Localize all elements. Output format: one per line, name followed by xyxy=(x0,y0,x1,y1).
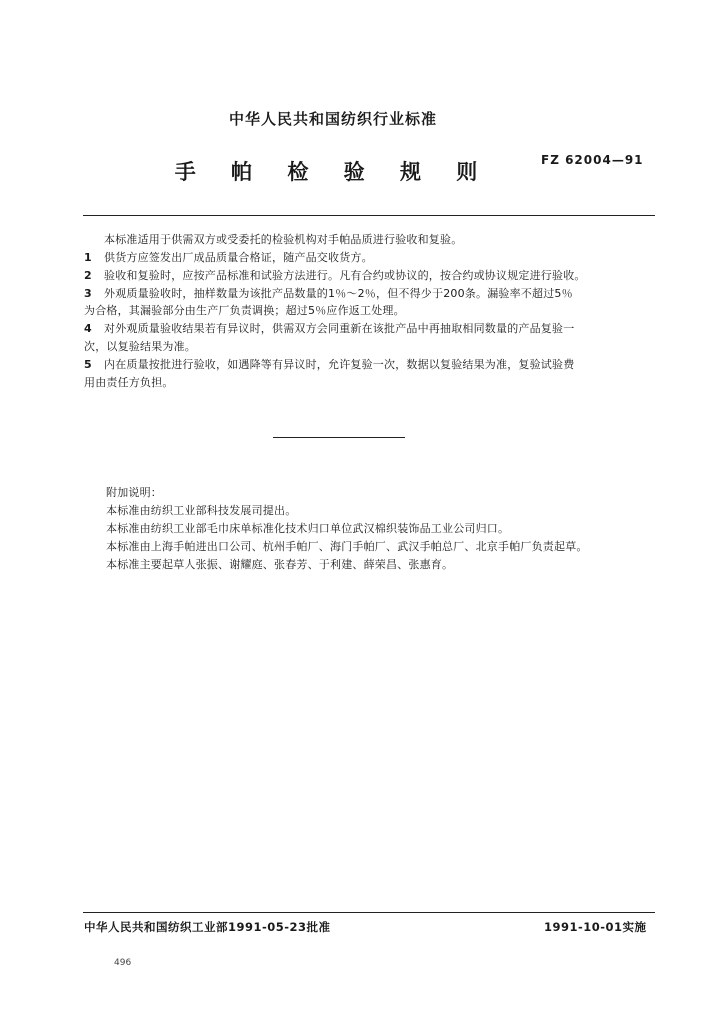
clause-5 xyxy=(84,357,574,373)
clause-5-continuation: 用由责任方负担。 xyxy=(84,376,174,389)
notes-line: 本标准由上海手帕进出口公司、杭州手帕厂、海门手帕厂、武汉手帕总厂、北京手帕厂负责起草。 xyxy=(106,540,588,553)
clause-4-continuation: 次，以复验结果为准。 xyxy=(84,340,196,353)
document-title: 手 帕 检 验 规 则 xyxy=(174,160,492,184)
clause-3 xyxy=(84,286,573,302)
issuer-title: 中华人民共和国纺织行业标准 xyxy=(228,110,437,128)
section-divider xyxy=(273,437,405,438)
notes-heading: 附加说明： xyxy=(106,486,162,499)
intro-paragraph: 本标准适用于供需双方或受委托的检验机构对手帕品质进行验收和复验。 xyxy=(104,233,463,246)
clause-number: 4 xyxy=(84,322,92,335)
clause-3-continuation: 为合格，其漏验部分由生产厂负责调换；超过5％应作返工处理。 xyxy=(84,304,405,317)
notes-line: 本标准由纺织工业部毛巾床单标准化技术归口单位武汉棉织装饰品工业公司归口。 xyxy=(106,522,510,535)
clause-4 xyxy=(84,321,574,337)
clause-text: 对外观质量验收结果若有异议时，供需双方会同重新在该批产品中再抽取相同数量的产品复验一 xyxy=(104,322,575,335)
clause-text: 外观质量验收时，抽样数量为该批产品数量的1％～2％，但不得少于200条。漏验率不超过5％ xyxy=(104,287,573,300)
clause-number: 5 xyxy=(84,358,92,371)
clause-text: 内在质量按批进行验收，如遇降等有异议时，允许复验一次，数据以复验结果为准，复验试验费 xyxy=(104,358,575,371)
clause-number: 2 xyxy=(84,269,92,282)
approval-date: 中华人民共和国纺织工业部1991-05-23批准 xyxy=(84,920,331,934)
clause-number: 1 xyxy=(84,251,92,264)
clause-2 xyxy=(84,268,586,284)
clause-number: 3 xyxy=(84,287,92,300)
footer-divider xyxy=(83,912,655,913)
clause-1 xyxy=(84,250,373,266)
notes-line: 本标准由纺织工业部科技发展司提出。 xyxy=(106,504,297,517)
standard-code: FZ 62004—91 xyxy=(541,153,644,167)
notes-line: 本标准主要起草人张振、谢耀庭、张春芳、于利建、薛荣昌、张惠育。 xyxy=(106,558,454,571)
top-divider xyxy=(83,215,655,216)
clause-text: 供货方应签发出厂成品质量合格证，随产品交收货方。 xyxy=(104,251,373,264)
page-number: 496 xyxy=(114,958,132,968)
effective-date: 1991-10-01实施 xyxy=(544,920,647,934)
clause-text: 验收和复验时，应按产品标准和试验方法进行。凡有合约或协议的，按合约或协议规定进行验收。 xyxy=(104,269,586,282)
